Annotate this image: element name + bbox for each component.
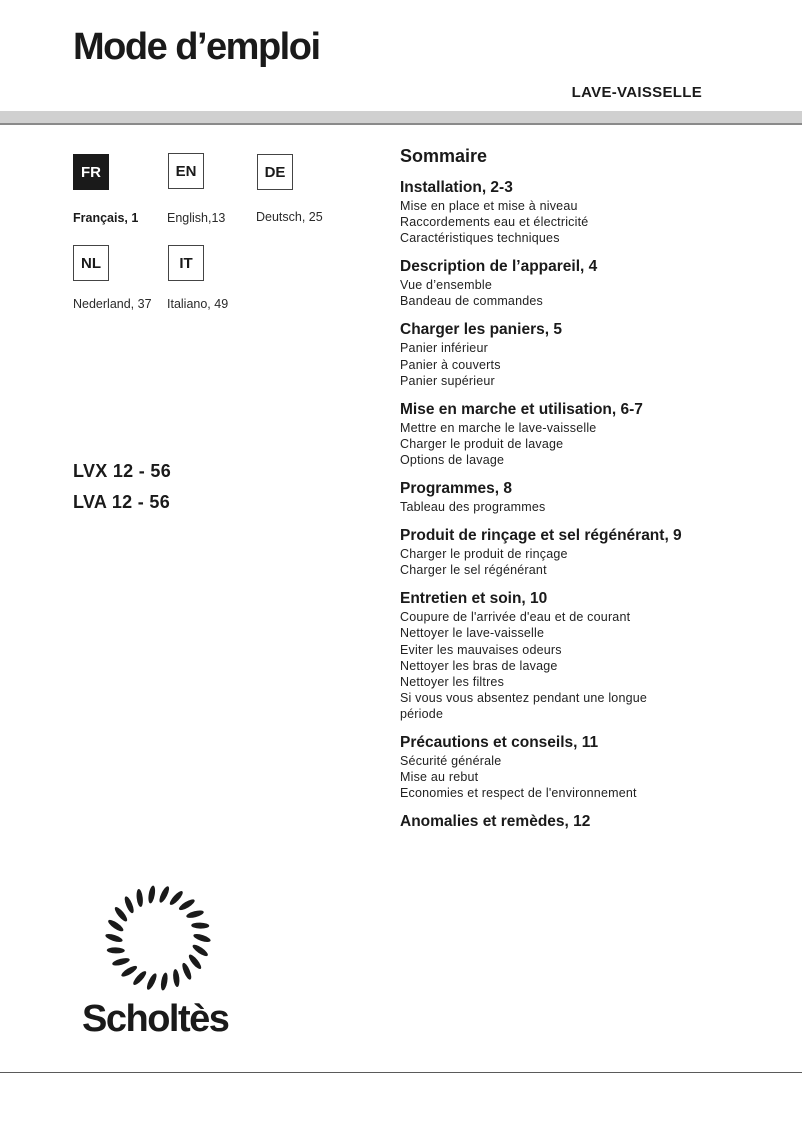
toc-item[interactable]: Mettre en marche le lave-vaisselle (400, 420, 597, 435)
toc-section-precautions (400, 733, 780, 801)
sun-ray (105, 932, 124, 943)
toc-item[interactable]: Panier supérieur (400, 373, 495, 388)
toc-item[interactable]: Mise en place et mise à niveau (400, 199, 578, 213)
toc-section-title[interactable]: Précautions et conseils, 11 (400, 733, 599, 751)
toc-section-entretien (400, 589, 780, 722)
toc-section-installation (400, 178, 780, 246)
toc-item[interactable]: Economies et respect de l'environnement (400, 786, 637, 801)
toc-item[interactable]: Panier inférieur (400, 341, 488, 356)
sun-ray (172, 969, 180, 988)
brand-logo (82, 880, 234, 1045)
model-name: LVX 12 - 56 (73, 461, 172, 481)
sun-ray (145, 972, 158, 991)
sun-ray (187, 953, 203, 971)
toc-section-title[interactable]: Charger les paniers, 5 (400, 321, 562, 339)
toc-item[interactable]: Nettoyer le lave-vaisselle (400, 626, 545, 641)
toc-item[interactable]: Si vous vous absentez pendant une longue période (400, 690, 648, 721)
sun-ray (120, 964, 139, 978)
product-type: LAVE-VAISSELLE (571, 84, 702, 101)
lang-button-de[interactable]: DE (257, 154, 293, 190)
toc-item[interactable]: Vue d’ensemble (400, 278, 492, 293)
toc-heading: Sommaire (400, 146, 488, 166)
sun-ray (147, 885, 156, 904)
toc-section-title[interactable]: Description de l’appareil, 4 (400, 258, 598, 276)
toc-item[interactable]: Eviter les mauvaises odeurs (400, 642, 562, 657)
sun-ray (191, 922, 209, 929)
sun-ray (160, 972, 169, 991)
toc-section-title[interactable]: Installation, 2-3 (400, 179, 513, 196)
brand-name: Scholtès (82, 998, 229, 1040)
toc-item[interactable]: Panier à couverts (400, 357, 501, 372)
sun-ray (168, 889, 185, 906)
toc-item[interactable]: Caractéristiques techniques (400, 231, 560, 246)
lang-label-nl[interactable]: Nederland, 37 (73, 297, 152, 311)
toc-section-programmes (400, 479, 780, 515)
sun-ray (158, 885, 171, 904)
lang-button-fr[interactable]: FR (73, 154, 109, 190)
toc-item[interactable]: Bandeau de commandes (400, 294, 543, 309)
footer-rule (0, 1072, 802, 1073)
toc-section-title[interactable]: Anomalies et remèdes, 12 (400, 813, 591, 831)
sun-ray (107, 947, 125, 954)
toc-item[interactable]: Options de lavage (400, 452, 505, 467)
toc-section-description (400, 257, 780, 309)
toc-section-title[interactable]: Produit de rinçage et sel régénérant, 9 (400, 527, 682, 545)
lang-label-de[interactable]: Deutsch, 25 (256, 210, 323, 224)
model-name: LVA 12 - 56 (73, 492, 171, 512)
sun-ray (136, 889, 144, 908)
toc-item[interactable]: Tableau des programmes (400, 500, 546, 515)
lang-button-it[interactable]: IT (168, 245, 204, 281)
toc-item[interactable]: Nettoyer les bras de lavage (400, 658, 558, 673)
sun-ray (181, 962, 194, 981)
toc-section-anomalies (400, 812, 780, 832)
sun-burst-icon (98, 880, 218, 996)
toc-section-mise-en-marche (400, 400, 780, 468)
toc-item[interactable]: Charger le produit de rinçage (400, 547, 568, 562)
lang-button-nl[interactable]: NL (73, 245, 109, 281)
toc-section-rincage (400, 526, 780, 578)
sun-ray (191, 943, 209, 958)
sun-ray (178, 898, 197, 912)
toc-section-title[interactable]: Mise en marche et utilisation, 6-7 (400, 400, 643, 418)
toc-item[interactable]: Nettoyer les filtres (400, 674, 505, 689)
lang-button-en[interactable]: EN (168, 153, 204, 189)
toc-item[interactable]: Mise au rebut (400, 770, 479, 785)
sun-ray (186, 909, 205, 919)
page-title: Mode d’emploi (73, 26, 320, 68)
header-band (0, 111, 802, 125)
sun-ray (123, 895, 136, 914)
sun-ray (107, 918, 125, 933)
toc-section-title[interactable]: Entretien et soin, 10 (400, 590, 548, 608)
sun-ray (113, 905, 129, 923)
toc-item[interactable]: Coupure de l'arrivée d'eau et de courant (400, 610, 631, 625)
sun-ray (112, 957, 131, 967)
lang-label-it[interactable]: Italiano, 49 (167, 297, 229, 311)
toc-item[interactable]: Sécurité générale (400, 753, 502, 768)
toc-item[interactable]: Charger le sel régénérant (400, 563, 547, 578)
toc-section-paniers (400, 320, 780, 388)
toc-item[interactable]: Charger le produit de lavage (400, 436, 564, 451)
lang-label-en[interactable]: English,13 (167, 211, 226, 225)
toc-section-title[interactable]: Programmes, 8 (400, 480, 512, 498)
sun-ray (131, 969, 148, 986)
toc-item[interactable]: Raccordements eau et électricité (400, 215, 589, 230)
table-of-contents (400, 146, 780, 843)
sun-ray (193, 932, 212, 943)
lang-label-fr[interactable]: Français, 1 (73, 211, 139, 225)
